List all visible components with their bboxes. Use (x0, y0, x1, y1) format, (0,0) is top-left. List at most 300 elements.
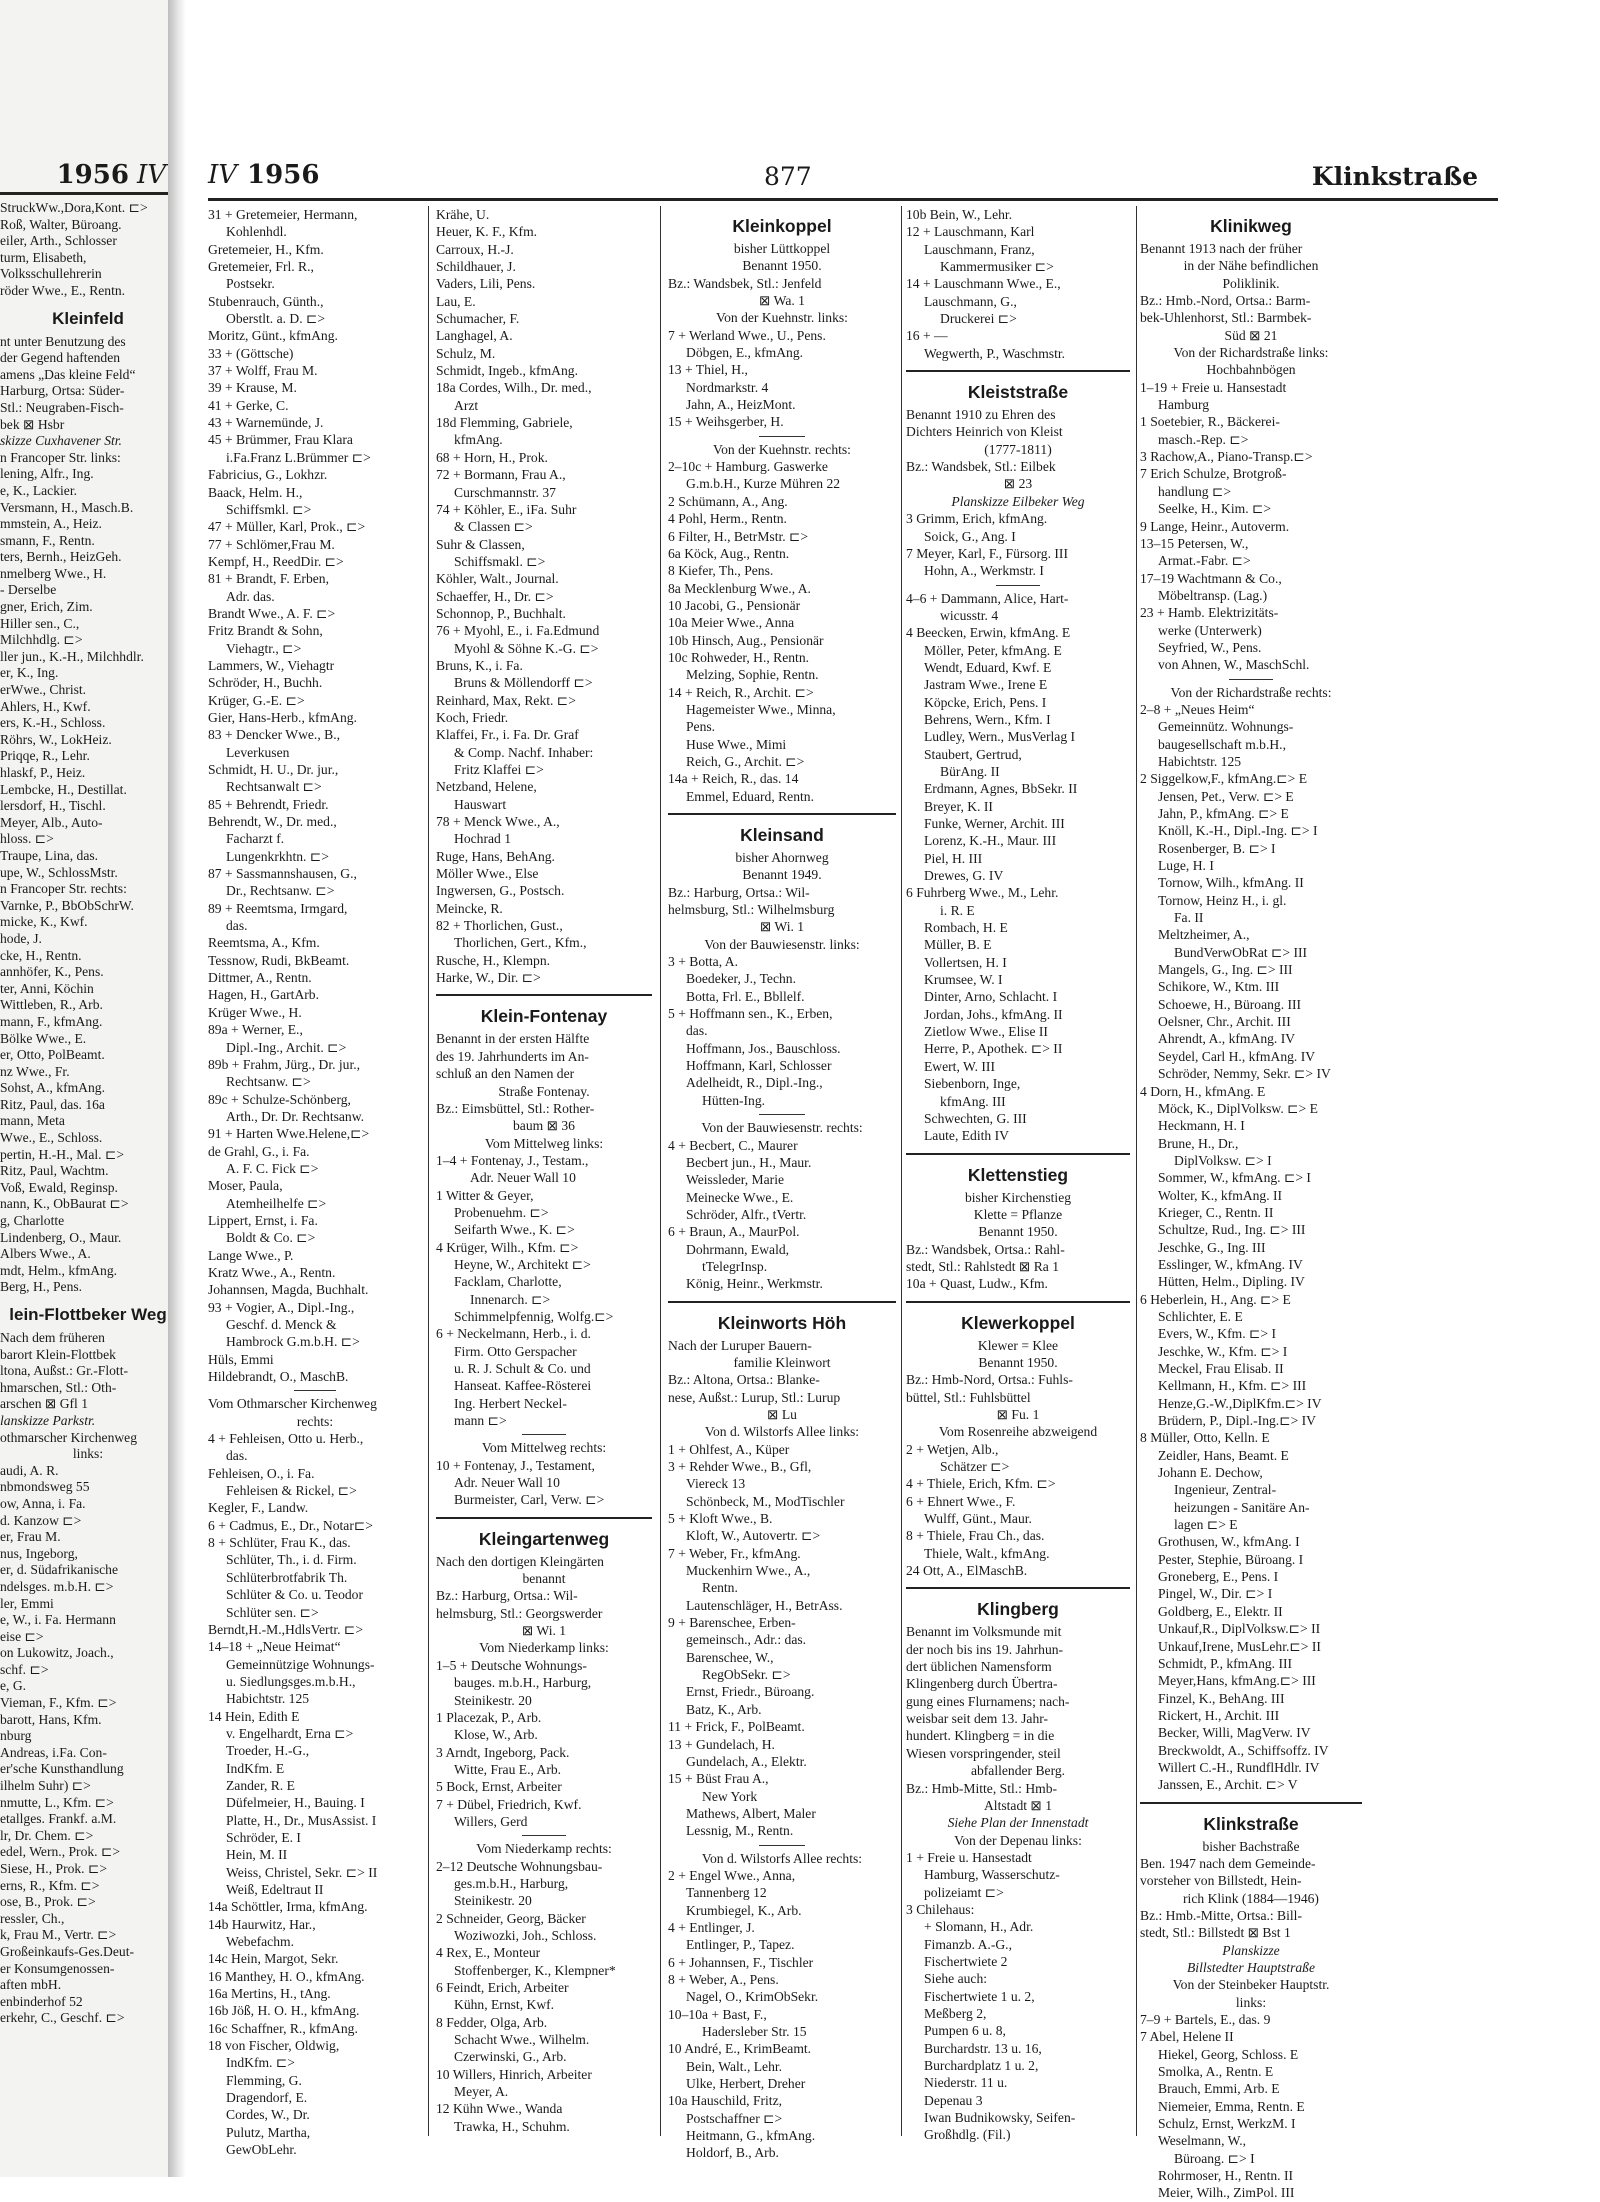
entry-line: Brandt Wwe., A. F. ⊏> (208, 605, 336, 621)
entry-line: 93 + Vogier, A., Dipl.-Ing., (208, 1299, 355, 1315)
entry-line: Niemeier, Emma, Rentn. E (1158, 2098, 1305, 2114)
entry-line: Hagemeister Wwe., Minna, (686, 701, 836, 717)
entry-line: 16c Schaffner, R., kfmAng. (208, 2020, 358, 2036)
entry-line: Botta, Frl. E., Bbllelf. (686, 988, 805, 1004)
entry-line: Czerwinski, G., Arb. (454, 2049, 567, 2065)
entry-line: Müller, B. E (924, 937, 992, 953)
entry-line: Fischertwiete 1 u. 2, (924, 1988, 1035, 2004)
entry-line: Bein, Walt., Lehr. (686, 2058, 783, 2074)
entry-line: Roß, Walter, Büroang. (0, 216, 122, 232)
entry-line: Ludley, Wern., MusVerlag I (924, 729, 1076, 745)
entry-line: ⊠ Wi. 1 (521, 1623, 567, 1639)
entry-line: 9 Lange, Heinr., Autoverm. (1140, 518, 1290, 534)
entry-line: Oelsner, Chr., Archit. III (1158, 1014, 1291, 1030)
entry-line: Pester, Stephie, Büroang. I (1158, 1551, 1304, 1567)
entry-line: Schröder, Alfr., tVertr. (686, 1206, 807, 1222)
entry-line: Gundelach, A., Elektr. (686, 1753, 807, 1769)
entry-line: Klewer = Klee (977, 1337, 1059, 1353)
entry-line: Witte, Frau E., Arb. (454, 1761, 562, 1777)
entry-line: Breyer, K. II (924, 798, 993, 814)
entry-line: 16 + — (906, 328, 948, 344)
entry-line: Baack, Helm. H., (208, 484, 303, 500)
entry-line: Fritz Klaffei ⊏> (454, 762, 544, 777)
entry-line: 6 Filter, H., BetrMstr. ⊏> (668, 528, 809, 544)
entry-line: Siebenborn, Inge, (924, 1076, 1021, 1092)
entry-line: 5 + Kloft Wwe., B. (668, 1511, 773, 1527)
entry-line: er, d. Südafrikanische (0, 1562, 118, 1578)
entry-line: Zeidler, Hans, Beamt. E (1158, 1447, 1289, 1463)
entry-line: 18a Cordes, Wilh., Dr. med., (436, 380, 592, 396)
section-separator (906, 580, 1130, 590)
entry-line: & Comp. Nachf. Inhaber: (454, 744, 594, 760)
entry-line: Großeinkaufs-Ges.Deut- (0, 1943, 135, 1959)
street-heading: Kleinfeld (52, 308, 124, 328)
entry-line: 1 + Freie u. Hansestadt (906, 1849, 1032, 1865)
entry-line: Von der Richardstraße rechts: (1170, 684, 1332, 700)
entry-line: Reinhard, Max, Rekt. ⊏> (436, 692, 576, 708)
directory-column-1 (208, 206, 422, 2158)
entry-line: Benannt in der ersten Hälfte (436, 1031, 590, 1047)
section-rule (436, 1509, 652, 1519)
entry-line: Curschmannstr. 37 (454, 484, 556, 500)
section-rule (436, 986, 652, 996)
entry-line: aften mbH. (0, 1977, 62, 1993)
entry-line: 3 Arndt, Ingeborg, Pack. (436, 1744, 570, 1760)
entry-line: 9 + Barenschee, Erben- (668, 1615, 796, 1631)
entry-line: Schulz, M. (436, 345, 496, 361)
entry-line: Webefachm. (226, 1934, 294, 1950)
entry-line: Wolter, K., kfmAng. II (1158, 1187, 1283, 1203)
entry-line: i. R. E (940, 902, 975, 918)
entry-line: ⊠ Lu (767, 1406, 797, 1422)
entry-line: Schacht Wwe., Wilhelm. (454, 2032, 590, 2048)
entry-line: Behrendt, W., Dr. med., (208, 814, 337, 830)
entry-line: u. Siedlungsges.m.b.H., (226, 1673, 356, 1689)
entry-line: Steinikestr. 20 (454, 1893, 532, 1909)
entry-line: ges.m.b.H., Harburg, (454, 1875, 569, 1891)
entry-line: Fabricius, G., Lokhzr. (208, 467, 328, 483)
entry-line: Bz.: Hmb.-Nord, Ortsa.: Barm- (1140, 293, 1311, 309)
entry-line: Wulff, Günt., Maur. (924, 1511, 1032, 1527)
entry-line: Fehleisen, O., i. Fa. (208, 1465, 315, 1481)
entry-line: 6 + Cadmus, E., Dr., Notar⊏> (208, 1517, 373, 1533)
entry-line: Vom Mittelweg rechts: (481, 1440, 607, 1456)
entry-line: Schönbeck, M., ModTischler (686, 1493, 845, 1509)
entry-line: de Grahl, G., i. Fa. (208, 1143, 310, 1159)
entry-line: Habichtstr. 125 (1158, 753, 1242, 769)
entry-line: 7 Erich Schulze, Brotgroß- (1140, 466, 1287, 482)
entry-line: masch.-Rep. ⊏> (1158, 431, 1249, 447)
entry-line: lanskizze Parkstr. (0, 1412, 96, 1428)
entry-line: das. (686, 1023, 708, 1039)
previous-page-rule (0, 192, 178, 195)
entry-line: Bz.: Hmb-Mitte, Stl.: Hmb- (906, 1780, 1058, 1796)
entry-line: + Slomann, H., Adr. (924, 1919, 1034, 1935)
entry-line: Planskizze Eilbeker Weg (951, 493, 1085, 509)
entry-line: Ahlers, H., Kwf. (0, 698, 91, 714)
entry-line: Herre, P., Apothek. ⊏> II (924, 1041, 1063, 1057)
entry-line: Klose, W., Arb. (454, 1727, 538, 1743)
entry-line: Altstadt ⊠ 1 (983, 1797, 1053, 1813)
entry-line: 3 Chilehaus: (906, 1901, 975, 1917)
entry-line: 78 + Menck Wwe., A., (436, 814, 560, 830)
entry-line: Batz, K., Arb. (686, 1701, 762, 1717)
entry-line: Fritz Brandt & Sohn, (208, 623, 323, 639)
entry-line: Benannt im Volksmunde mit (906, 1624, 1062, 1640)
entry-line: Jeschke, G., Ing. III (1158, 1239, 1266, 1255)
entry-line: der Gegend haftenden (0, 350, 121, 366)
entry-line: Arzt (454, 397, 479, 413)
entry-line: & Classen ⊏> (454, 519, 533, 535)
entry-line: wicusstr. 4 (940, 607, 999, 623)
entry-line: Siehe auch: (924, 1971, 988, 1987)
street-heading: Klinkstraße (1203, 1813, 1299, 1834)
entry-line: Grothusen, W., kfmAng. I (1158, 1534, 1300, 1550)
entry-line: Soick, G., Ang. I (924, 528, 1016, 544)
entry-line: 5 + Hoffmann sen., K., Erben, (668, 1006, 833, 1022)
entry-line: Nagel, O., KrimObSekr. (686, 1989, 819, 2005)
entry-line: er, K., Ing. (0, 665, 59, 681)
entry-line: Wegwerth, P., Waschmstr. (924, 345, 1066, 361)
entry-line: 10 + Fontenay, J., Testament, (436, 1457, 595, 1473)
entry-line: Goldberg, E., Elektr. II (1158, 1603, 1283, 1619)
entry-line: Vieman, F., Kfm. ⊏> (0, 1695, 117, 1711)
entry-line: der noch bis ins 19. Jahrhun- (906, 1641, 1064, 1657)
entry-line: Ulke, Herbert, Dreher (686, 2076, 806, 2092)
entry-line: nann, K., ObBaurat ⊏> (0, 1196, 129, 1212)
entry-line: 85 + Behrendt, Friedr. (208, 796, 329, 812)
entry-line: Siehe Plan der Innenstadt (947, 1815, 1089, 1831)
entry-line: Vom Othmarscher Kirchenweg (208, 1396, 377, 1412)
entry-line: 10 Willers, Hinrich, Arbeiter (436, 2066, 592, 2082)
entry-line: Schlüterbrotfabrik Th. (226, 1569, 348, 1585)
section-rule (906, 362, 1130, 372)
entry-line: Berndt,H.-M.,HdlsVertr. ⊏> (208, 1621, 363, 1637)
section-rule (906, 1579, 1130, 1589)
section-separator (668, 431, 896, 441)
entry-line: Fimanzb. A.-G., (924, 1936, 1012, 1952)
entry-line: Siese, H., Prok. ⊏> (0, 1861, 108, 1876)
entry-line: 1–19 + Freie u. Hansestadt (1140, 379, 1287, 395)
entry-line: Druckerei ⊏> (940, 311, 1017, 327)
entry-line: Armat.-Fabr. ⊏> (1158, 553, 1251, 569)
entry-line: Kratz Wwe., A., Rentn. (208, 1264, 336, 1280)
entry-line: Schätzer ⊏> (940, 1459, 1010, 1474)
entry-line: 6a Köck, Aug., Rentn. (668, 545, 790, 561)
entry-line: Rickert, H., Archit. III (1158, 1707, 1280, 1723)
entry-line: kfmAng. III (940, 1093, 1006, 1109)
entry-line: Firm. Otto Gerspacher (454, 1343, 577, 1359)
entry-line: erWwe., Christ. (0, 682, 87, 698)
entry-line: Laute, Edith IV (924, 1128, 1009, 1144)
entry-line: 1 Placezak, P., Arb. (436, 1709, 542, 1725)
entry-line: Tornow, Heinz H., i. gl. (1158, 892, 1287, 908)
entry-line: 43 + Warnemünde, J. (208, 415, 324, 431)
entry-line: Heuer, K. F., Kfm. (436, 224, 538, 240)
entry-line: 2–12 Deutsche Wohnungsbau- (436, 1858, 603, 1874)
entry-line: 14c Hein, Margot, Sekr. (208, 1951, 339, 1967)
entry-line: Seydel, Carl H., kfmAng. IV (1158, 1048, 1316, 1064)
entry-line: Kempf, H., ReedDir. ⊏> (208, 553, 344, 569)
entry-line: turm, Elisabeth, (0, 249, 87, 265)
entry-line: Melzing, Sophie, Rentn. (686, 667, 819, 683)
entry-line: 4 Pohl, Herm., Rentn. (668, 511, 787, 527)
entry-line: Meyer,Hans, kfmAng.⊏> III (1158, 1673, 1316, 1689)
entry-line: rechts: (296, 1413, 334, 1429)
entry-line: Dittmer, A., Rentn. (208, 970, 312, 986)
directory-column-5 (1140, 206, 1362, 2201)
page-number: 877 (764, 162, 812, 191)
entry-line: 6 Heberlein, H., Ang. ⊏> E (1140, 1291, 1291, 1307)
entry-line: Postschaffner ⊏> (686, 2110, 783, 2126)
entry-line: 3 + Rehder Wwe., B., Gfl, (668, 1459, 812, 1474)
entry-line: barort Klein-Flottbek (0, 1346, 116, 1362)
entry-line: Varnke, P., BbObSchrW. (0, 897, 134, 913)
entry-line: Düfelmeier, H., Bauing. I (226, 1795, 365, 1811)
entry-line: Stl.: Neugraben-Fisch- (0, 399, 124, 415)
entry-line: Hagen, H., GartArb. (208, 987, 319, 1003)
entry-line: 23 + Hamb. Elektrizitäts- (1140, 605, 1279, 621)
entry-line: Von der Depenau links: (954, 1832, 1082, 1848)
entry-line: Meßberg 2, (924, 2005, 987, 2021)
entry-line: Hanseat. Kaffee-Rösterei (454, 1378, 592, 1394)
entry-line: bek-Uhlenhorst, Stl.: Barmbek- (1140, 310, 1312, 326)
section-separator (668, 1109, 896, 1119)
entry-line: Tornow, Wilh., kfmAng. II (1158, 875, 1304, 891)
entry-line: ter, Anni, Köchin (0, 980, 94, 996)
entry-line: n Francoper Str. rechts: (0, 881, 127, 897)
entry-line: Köpcke, Erich, Pens. I (924, 694, 1047, 710)
column-divider (660, 206, 661, 2136)
entry-line: Vom Mittelweg links: (484, 1135, 604, 1151)
entry-line: Innenarch. ⊏> (470, 1291, 551, 1307)
entry-line: Von der Bauwiesenstr. links: (704, 936, 860, 952)
entry-line: Lessnig, M., Rentn. (686, 1823, 794, 1839)
entry-line: familie Kleinwort (733, 1354, 831, 1370)
entry-line: Willers, Gerd (454, 1813, 528, 1829)
entry-line: gemeinsch., Adr.: das. (686, 1632, 807, 1648)
entry-line: 14 + Lauschmann Wwe., E., (906, 276, 1061, 292)
entry-line: Schwechten, G. III (924, 1110, 1027, 1126)
entry-line: on Lukowitz, Joach., (0, 1645, 114, 1661)
entry-line: Heitmann, G., kfmAng. (686, 2128, 816, 2144)
entry-line: Großhdlg. (Fil.) (924, 2127, 1011, 2143)
entry-line: Bz.: Eimsbüttel, Stl.: Rother- (436, 1100, 595, 1116)
entry-line: Hamburg, Wasserschutz- (924, 1867, 1060, 1883)
entry-line: Jahn, A., HeizMont. (686, 397, 796, 413)
entry-line: Meyer, A. (454, 2084, 509, 2100)
entry-line: rich Klink (1884—1946) (1183, 1890, 1319, 1906)
entry-line: Meier, Wilh., ZimPol. III (1158, 2185, 1295, 2201)
entry-line: links: (72, 1446, 104, 1462)
entry-line: Seyfried, W., Pens. (1158, 639, 1262, 655)
entry-line: Vaders, Lili, Pens. (436, 276, 536, 292)
entry-line: 8 + Weber, A., Pens. (668, 1971, 779, 1987)
entry-line: Klaffei, Fr., i. Fa. Dr. Graf (436, 727, 579, 743)
entry-line: Hamburg (1158, 397, 1210, 413)
entry-line: Bruns, K., i. Fa. (436, 657, 523, 673)
entry-line: Krieger, C., Rentn. II (1158, 1204, 1274, 1220)
entry-line: er, Frau M. (0, 1529, 61, 1545)
entry-line: Brüdern, P., Dipl.-Ing.⊏> IV (1158, 1413, 1317, 1429)
entry-line: schluß an den Namen der (436, 1066, 575, 1082)
page-gutter-shadow (168, 0, 186, 2177)
entry-line: Schlüter & Co. u. Teodor (226, 1587, 363, 1603)
entry-line: Barenschee, W., (686, 1649, 774, 1665)
entry-line: Vom Niederkamp rechts: (476, 1841, 612, 1857)
entry-line: Reemtsma, A., Kfm. (208, 935, 320, 951)
entry-line: Schlüter, Th., i. d. Firm. (226, 1552, 357, 1568)
entry-line: Jensen, Pet., Verw. ⊏> E (1158, 788, 1294, 804)
entry-line: Klette = Pflanze (973, 1206, 1063, 1222)
entry-line: 17–19 Wachtmann & Co., (1140, 570, 1282, 586)
entry-line: Lembcke, H., Destillat. (0, 781, 127, 797)
entry-line: lersdorf, H., Tischl. (0, 798, 106, 814)
entry-line: eiler, Arth., Schlosser (0, 233, 117, 249)
entry-line: lening, Alfr., Ing. (0, 466, 94, 482)
entry-line: 72 + Bormann, Frau A., (436, 467, 566, 483)
entry-line: Arth., Dr. Dr. Rechtsanw. (226, 1108, 365, 1124)
entry-line: Benannt 1950. (742, 258, 822, 274)
entry-line: Nach den dortigen Kleingärten (436, 1553, 604, 1569)
entry-line: Ritz, Paul, Wachtm. (0, 1163, 109, 1179)
entry-line: 13 + Thiel, H., (668, 362, 748, 378)
entry-line: Andreas, i.Fa. Con- (0, 1744, 107, 1760)
entry-line: Oberstlt. a. D. ⊏> (226, 311, 326, 327)
entry-line: Meincke, R. (436, 900, 503, 916)
entry-line: helmsburg, Stl.: Wilhelmsburg (668, 902, 835, 918)
entry-line: 6 Fuhrberg Wwe., M., Lehr. (906, 885, 1059, 901)
entry-line: Schonnop, P., Buchhalt. (436, 605, 566, 621)
entry-line: Reich, G., Archit. ⊏> (686, 753, 805, 769)
entry-line: Huse Wwe., Mimi (686, 736, 787, 752)
entry-line: gung eines Flurnamens; nach- (906, 1693, 1070, 1709)
section-rule (668, 1293, 896, 1303)
entry-line: Bölke Wwe., E. (0, 1030, 87, 1046)
entry-line: ters, Bernh., HeizGeh. (0, 549, 122, 565)
entry-line: 82 + Thorlichen, Gust., (436, 918, 563, 934)
entry-line: Trawka, H., Schuhm. (454, 2118, 570, 2134)
entry-line: gner, Erich, Zim. (0, 599, 93, 615)
entry-line: Kegler, F., Landw. (208, 1500, 309, 1516)
entry-line: Hein, M. II (226, 1847, 288, 1863)
entry-line: Dipl.-Ing., Archit. ⊏> (226, 1039, 347, 1055)
entry-line: 16 Manthey, H. O., kfmAng. (208, 1968, 365, 1984)
entry-line: Rechtsanw. ⊏> (226, 1074, 311, 1090)
entry-line: Krumsee, W. I (924, 972, 1003, 988)
entry-line: Willert C.-H., RundflHdlr. IV (1158, 1759, 1320, 1775)
entry-line: Meckel, Frau Elisab. II (1158, 1361, 1284, 1376)
entry-line: othmarscher Kirchenweg (0, 1429, 138, 1445)
entry-line: hmarschen, Stl.: Oth- (0, 1379, 117, 1395)
entry-line: 33 + (Göttsche) (208, 345, 294, 361)
entry-line: 13 + Gundelach, H. (668, 1736, 775, 1752)
entry-line: u. R. J. Schult & Co. und (454, 1361, 591, 1376)
entry-line: Schildhauer, J. (436, 259, 516, 275)
entry-line: Benannt 1949. (742, 867, 822, 883)
entry-line: 12 Kühn Wwe., Wanda (436, 2101, 563, 2117)
entry-line: Schumacher, F. (436, 311, 520, 327)
entry-line: Rosenberger, B. ⊏> I (1158, 840, 1276, 856)
entry-line: Schmidt, H. U., Dr. jur., (208, 762, 339, 777)
entry-line: Weiss, Christel, Sekr. ⊏> II (226, 1864, 378, 1880)
entry-line: Straße Fontenay. (498, 1083, 590, 1099)
entry-line: Albers Wwe., A. (0, 1246, 91, 1262)
column-divider (1136, 206, 1137, 2136)
entry-line: 16a Mertins, H., tAng. (208, 1986, 331, 2002)
entry-line: 2 Schümann, A., Ang. (668, 493, 788, 509)
directory-column-3 (668, 206, 896, 2161)
entry-line: Henze,G.-W.,DiplKfm.⊏> IV (1158, 1395, 1322, 1411)
entry-line: mdt, Helm., kfmAng. (0, 1262, 118, 1278)
entry-line: Lorenz, K.-H., Maur. III (924, 833, 1057, 849)
entry-line: bisher Lüttkoppel (733, 241, 831, 256)
section-separator (436, 1830, 652, 1840)
entry-line: 89c + Schulze-Schönberg, (208, 1091, 351, 1107)
entry-line: 77 + Schlömer,Frau M. (208, 536, 335, 552)
entry-line: Mangels, G., Ing. ⊏> III (1158, 962, 1293, 978)
section-rule (906, 1145, 1130, 1155)
entry-line: Viehagtr., ⊏> (226, 640, 302, 656)
entry-line: Leverkusen (226, 744, 290, 760)
entry-line: etallges. Frankf. a.M. (0, 1811, 117, 1827)
entry-line: Dinter, Arno, Schlacht. I (924, 989, 1058, 1005)
entry-line: DiplVolksw. ⊏> I (1174, 1152, 1272, 1168)
entry-line: 14a + Reich, R., das. 14 (668, 771, 799, 787)
entry-line: G.m.b.H., Kurze Mühren 22 (686, 476, 841, 492)
entry-line: 6 + Braun, A., MaurPol. (668, 1224, 800, 1240)
entry-line: Lauschmann, Franz, (924, 241, 1035, 257)
entry-line: A. F. C. Fick ⊏> (226, 1160, 319, 1176)
entry-line: e, G. (0, 1678, 27, 1694)
section-separator (1140, 674, 1362, 684)
entry-line: Traupe, Lina, das. (0, 847, 99, 863)
entry-line: Cordes, W., Dr. (226, 2107, 310, 2123)
entry-line: Hoffmann, Karl, Schlosser (686, 1058, 832, 1074)
entry-line: 14 + Reich, R., Archit. ⊏> (668, 684, 814, 700)
entry-line: 89a + Werner, E., (208, 1022, 303, 1038)
entry-line: Ritz, Paul, das. 16a (0, 1096, 105, 1112)
entry-line: 37 + Wolff, Frau M. (208, 363, 318, 379)
entry-line: Bz.: Wandsbek, Ortsa.: Rahl- (906, 1241, 1065, 1257)
entry-line: Rohrmoser, H., Rentn. II (1158, 2168, 1293, 2184)
entry-line: nmutte, L., Kfm. ⊏> (0, 1794, 114, 1810)
entry-line: Holdorf, B., Arb. (686, 2145, 779, 2161)
entry-line: pertin, H.-H., Mal. ⊏> (0, 1146, 125, 1162)
street-heading: Klinikweg (1210, 216, 1292, 236)
entry-line: Harke, W., Dir. ⊏> (436, 970, 541, 986)
entry-line: Bz.: Altona, Ortsa.: Blanke- (668, 1372, 820, 1388)
entry-line: 5 Bock, Ernst, Arbeiter (436, 1779, 562, 1795)
entry-line: Hiekel, Georg, Schloss. E (1158, 2046, 1299, 2062)
entry-line: hloss. ⊏> (0, 831, 54, 847)
entry-line: 11 + Frick, F., PolBeamt. (668, 1719, 805, 1735)
entry-line: Lautenschläger, H., BetrAss. (686, 1597, 843, 1613)
previous-page-header (0, 160, 178, 190)
entry-line: Boedeker, J., Techn. (686, 971, 796, 987)
entry-line: 74 + Köhler, E., iFa. Suhr (436, 501, 577, 517)
entry-line: Lungenkrkhtn. ⊏> (226, 848, 329, 864)
entry-line: Thorlichen, Gert., Kfm., (454, 935, 587, 951)
entry-line: Moser, Paula, (208, 1178, 283, 1194)
column-divider (428, 206, 429, 2136)
entry-line: Mathews, Albert, Maler (686, 1805, 816, 1821)
entry-line: Krüger, G.-E. ⊏> (208, 692, 305, 708)
entry-line: Von der Steinbeker Hauptstr. (1172, 1977, 1330, 1993)
entry-line: Janssen, E., Archit. ⊏> V (1158, 1777, 1298, 1793)
entry-line: Krüger Wwe., H. (208, 1004, 302, 1020)
entry-line: Lauschmann, G., (924, 293, 1017, 309)
